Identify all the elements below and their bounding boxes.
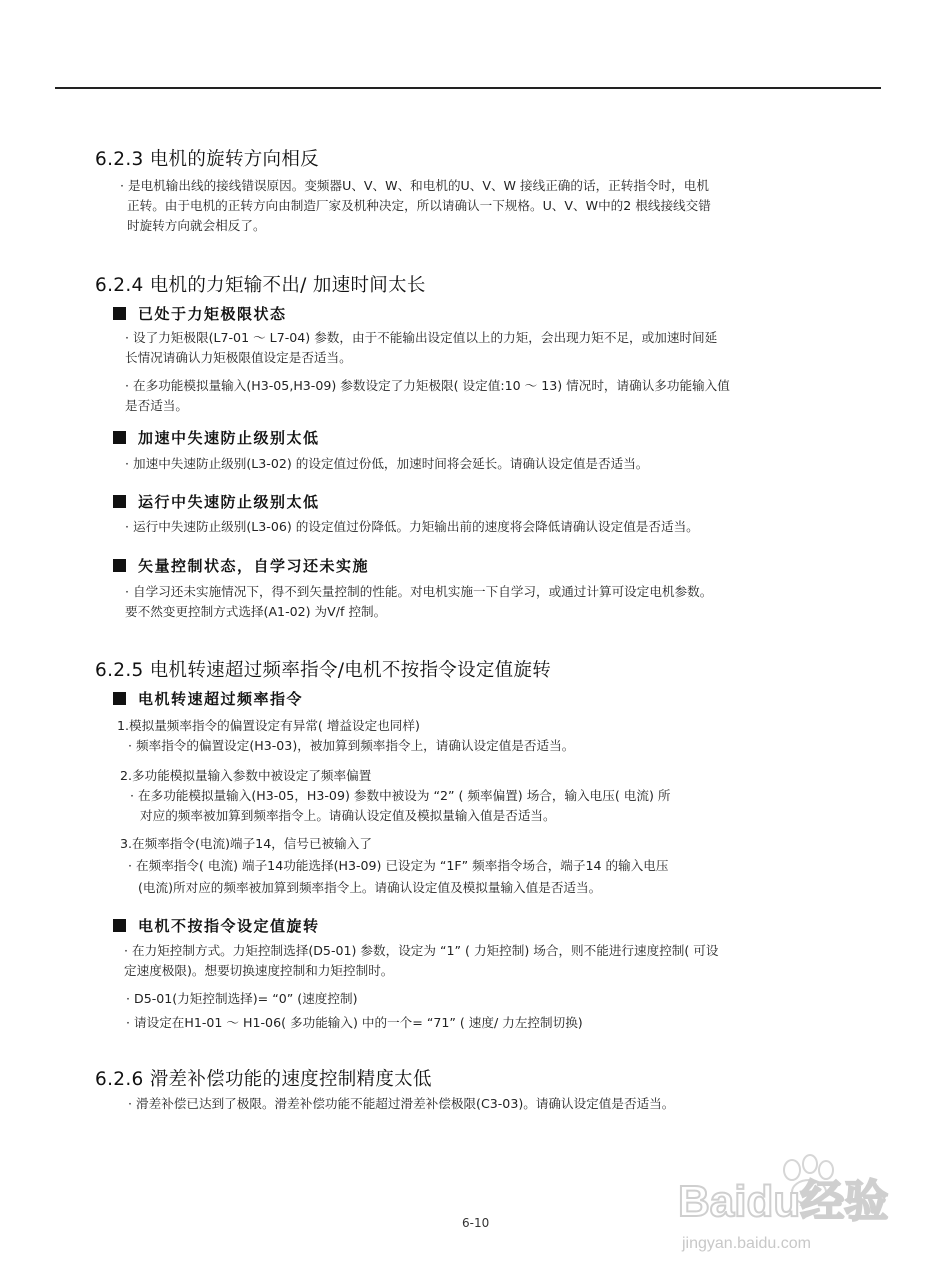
paragraph-line: · 在频率指令( 电流) 端子14功能选择(H3-09) 已设定为 “1F” 频率指令场合，端子14 的输入电压 <box>128 858 669 873</box>
list-item: 2.多功能模拟量输入参数中被设定了频率偏置 <box>120 768 372 783</box>
square-bullet-icon <box>113 919 126 932</box>
paragraph-line: · 自学习还未实施情况下，得不到矢量控制的性能。对电机实施一下自学习，或通过计算可设定电机参数。 <box>125 584 713 599</box>
section-heading-6-2-4: 6.2.4 电机的力矩输不出/ 加速时间太长 <box>95 275 426 296</box>
list-item: 1.模拟量频率指令的偏置设定有异常( 增益设定也同样) <box>117 718 420 733</box>
subsection-title-torque-limit: 已处于力矩极限状态 <box>113 303 287 324</box>
section-heading-6-2-3: 6.2.3 电机的旋转方向相反 <box>95 149 319 170</box>
paragraph-line: · 滑差补偿已达到了极限。滑差补偿功能不能超过滑差补偿极限(C3-03)。请确认设定值是否适当。 <box>128 1096 675 1111</box>
list-item: 3.在频率指令(电流)端子14，信号已被输入了 <box>120 836 372 851</box>
paragraph-line: 要不然变更控制方式选择(A1-02) 为V/f 控制。 <box>125 604 387 619</box>
paragraph-line: · 在多功能模拟量输入(H3-05,H3-09) 参数设定了力矩极限( 设定值:10 ～ 13) 情况时，请确认多功能输入值 <box>125 378 730 393</box>
section-heading-6-2-5: 6.2.5 电机转速超过频率指令/电机不按指令设定值旋转 <box>95 660 552 681</box>
baidu-jingyan-watermark <box>672 1148 892 1258</box>
paragraph-line: · 频率指令的偏置设定(H3-03)，被加算到频率指令上，请确认设定值是否适当。 <box>128 738 575 753</box>
square-bullet-icon <box>113 559 126 572</box>
paragraph-line: 定速度极限)。想要切换速度控制和力矩控制时。 <box>124 963 394 978</box>
paragraph-line: 对应的频率被加算到频率指令上。请确认设定值及模拟量输入值是否适当。 <box>140 808 556 823</box>
paragraph-line: · 请设定在H1-01 ～ H1-06( 多功能输入) 中的一个= “71” ( 速度/ 力左控制切换) <box>126 1015 583 1030</box>
square-bullet-icon <box>113 495 126 508</box>
paragraph-line: · 设了力矩极限(L7-01 ～ L7-04) 参数，由于不能输出设定值以上的力矩，会出现力矩不足，或加速时间延 <box>125 330 718 345</box>
section-heading-6-2-6: 6.2.6 滑差补偿功能的速度控制精度太低 <box>95 1069 432 1090</box>
watermark-url-text: jingyan.baidu.com <box>682 1235 811 1252</box>
subsection-title-run-stall: 运行中失速防止级别太低 <box>113 491 320 512</box>
square-bullet-icon <box>113 692 126 705</box>
subsection-title-vector-control: 矢量控制状态，自学习还未实施 <box>113 555 369 576</box>
paragraph-line: · 在多功能模拟量输入(H3-05，H3-09) 参数中被设为 “2” ( 频率偏置) 场合，输入电压( 电流) 所 <box>130 788 671 803</box>
square-bullet-icon <box>113 431 126 444</box>
square-bullet-icon <box>113 307 126 320</box>
paragraph-line: · 是电机输出线的接线错误原因。变频器U、V、W、和电机的U、V、W 接线正确的话，正转指令时，电机 <box>120 178 709 193</box>
paragraph-line: 正转。由于电机的正转方向由制造厂家及机种决定，所以请确认一下规格。U、V、W中的2 根线接线交错 <box>127 198 711 213</box>
page-number: 6-10 <box>462 1216 490 1230</box>
subsection-title-overspeed: 电机转速超过频率指令 <box>113 688 303 709</box>
subsection-title-accel-stall: 加速中失速防止级别太低 <box>113 427 320 448</box>
subsection-title-not-following: 电机不按指令设定值旋转 <box>113 915 320 936</box>
paragraph-line: · 加速中失速防止级别(L3-02) 的设定值过份低，加速时间将会延长。请确认设定值是否适当。 <box>125 456 649 471</box>
paragraph-line: · 在力矩控制方式。力矩控制选择(D5-01) 参数，设定为 “1” ( 力矩控制) 场合，则不能进行速度控制( 可设 <box>124 943 719 958</box>
paragraph-line: 是否适当。 <box>125 398 188 413</box>
header-rule <box>55 87 881 89</box>
paragraph-line: · D5-01(力矩控制选择)= “0” (速度控制) <box>126 991 358 1006</box>
paragraph-line: 时旋转方向就会相反了。 <box>127 218 266 233</box>
paragraph-line: 长情况请确认力矩极限值设定是否适当。 <box>125 350 352 365</box>
paragraph-line: (电流)所对应的频率被加算到频率指令上。请确认设定值及模拟量输入值是否适当。 <box>138 880 602 895</box>
watermark-logo-text: Baidu经验 <box>678 1177 889 1226</box>
paragraph-line: · 运行中失速防止级别(L3-06) 的设定值过份降低。力矩输出前的速度将会降低请确认设定值是否适当。 <box>125 519 699 534</box>
